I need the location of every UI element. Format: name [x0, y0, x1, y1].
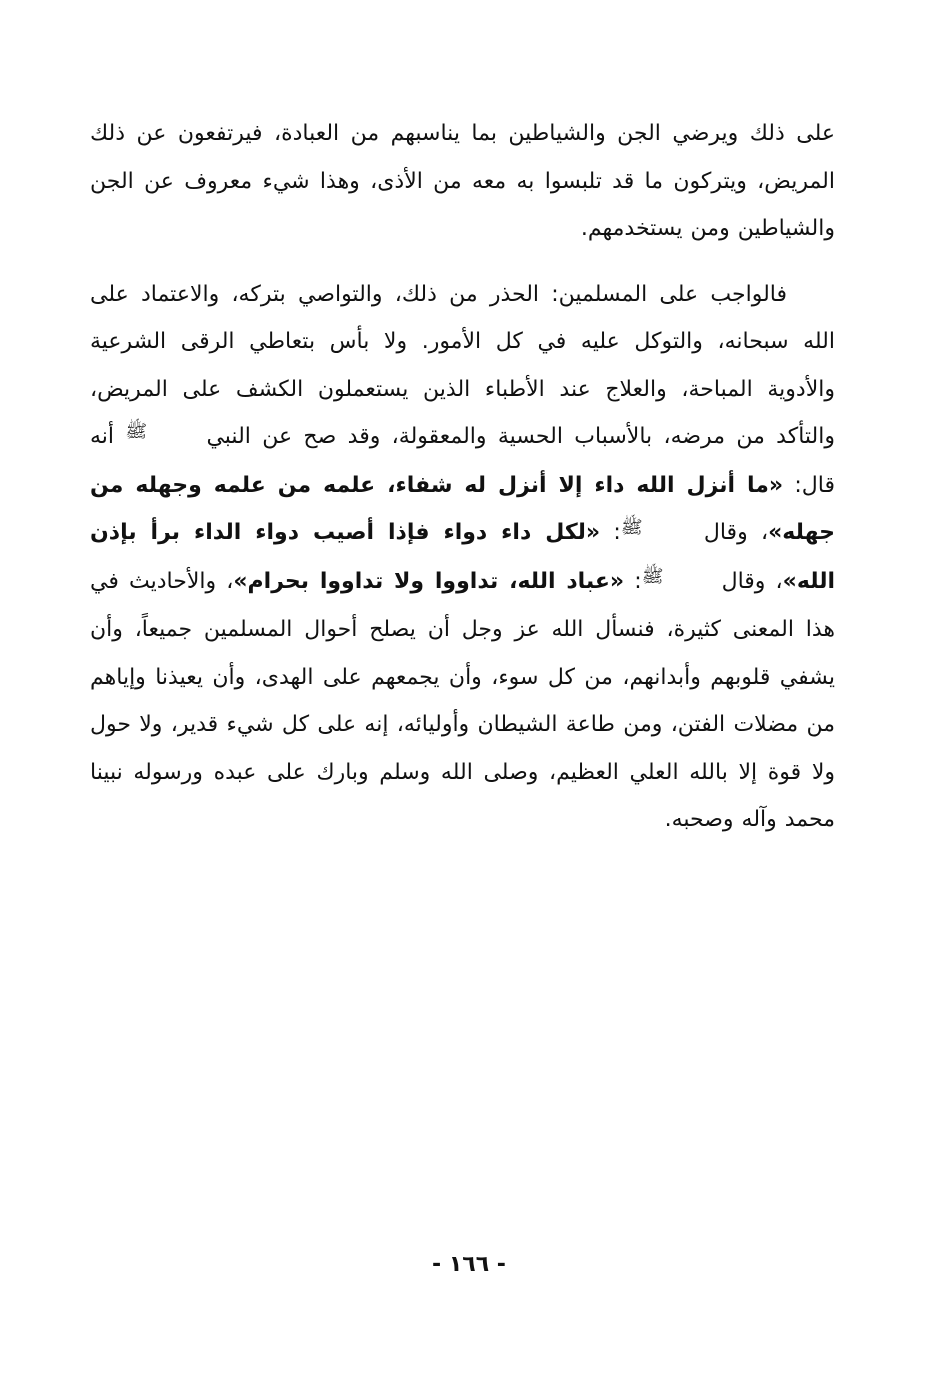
text-segment: ، وقال — [711, 568, 783, 594]
text-segment: : — [600, 520, 621, 545]
body-text — [90, 110, 835, 844]
text-segment: على ذلك ويرضي الجن والشياطين بما يناسبهم من العبادة، فيرتفعون عن ذلك المريض، ويتركون ما قد تلبسوا به معه من الأذى، وهذا شيء معروف عن الجن والشياطين ومن يستخدمهم. — [90, 121, 835, 241]
hadith-quote: «ما أنزل الله داء إلا أنزل له شفاء، علمه من علمه وجهله من جهله» — [90, 472, 836, 545]
hadith-quote: «عباد الله، تداووا ولا تداووا بحرام» — [233, 568, 625, 594]
hadith-quote: «لكل داء دواء فإذا أصيب دواء الداء برأ بإذن الله» — [90, 520, 835, 594]
text-segment: ، وقال — [690, 520, 769, 545]
text-segment: : — [624, 568, 642, 594]
text-segment: ، والأحاديث في هذا المعنى كثيرة، فنسأل الله عز وجل أن يصلح أحوال المسلمين جميعاً، وأن يشفي قلوبهم وأبدانهم، من كل سوء، وأن يجمعهم على الهدى، وأن يعيذنا وإياهم من مضلات الفتن، ومن طاعة الشيطان وأوليائه، إنه على كل شيء قدير، ولا حول ولا قوة إلا بالله العلي العظيم، وصلى الله وسلم وبارك على عبده ورسوله نبينا محمد وآله وصحبه. — [90, 568, 835, 832]
text-segment: فالواجب على المسلمين: الحذر من ذلك، والتواصي بتركه، والاعتماد على الله سبحانه، والتوكل عليه في كل الأمور. ولا بأس بتعاطي الرقى الشرعية والأدوية المباحة، والعلاج عند الأطباء الذين يستعملون الكشف على المريض، والتأكد من مرضه، بالأسباب الحسية والمعقولة، وقد صح عن النبي — [90, 281, 835, 449]
salutation-glyph: ﷺ — [641, 565, 664, 587]
salutation-glyph: ﷺ — [125, 421, 148, 442]
salutation-glyph: ﷺ — [620, 517, 643, 538]
paragraph-1 — [90, 110, 835, 253]
page-number: - ١٦٦ - — [432, 1252, 506, 1277]
text-segment: أنه قال: — [90, 424, 835, 498]
paragraph-2 — [90, 271, 835, 844]
